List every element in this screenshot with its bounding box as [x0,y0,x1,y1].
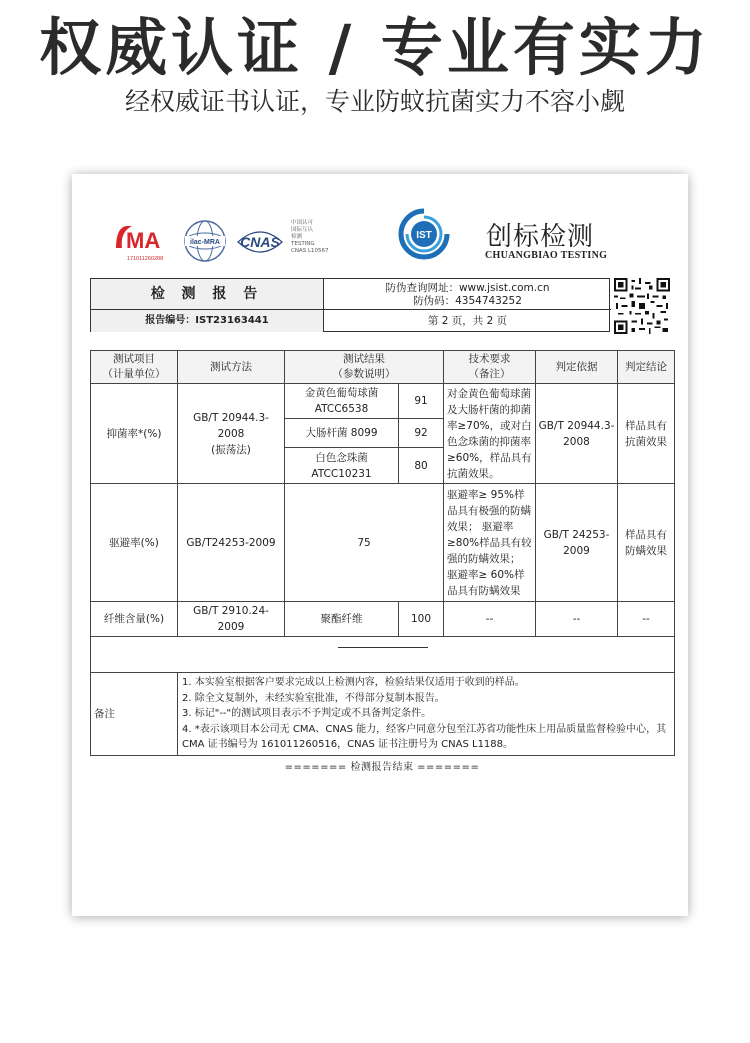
cell-bacteria-value: 91 [399,384,444,419]
cell-bacteria-name: 金黄色葡萄球菌 ATCC6538 [285,384,399,419]
table-header-row [91,351,675,384]
header-result: 测试结果 （参数说明） [285,351,444,384]
query-url: 防伪查询网址：www.jsist.com.cn [385,282,550,294]
note-item: 1. 本实验室根据客户要求完成以上检测内容，检验结果仅适用于收到的样品。 [182,677,525,688]
header-item: 测试项目 （计量单位） [91,351,178,384]
cell-fiber-value: 100 [399,602,444,637]
brand-name-en: CHUANGBIAO TESTING [485,250,608,261]
separator-line [338,647,428,648]
cell-conclusion-repellent: 样品具有防螨效果 [618,484,675,602]
cell-value-repellent: 75 [285,484,444,602]
qr-code-icon [614,278,670,334]
svg-text:171011260288: 171011260288 [126,256,164,262]
brand-name-cn: 创标检测 [486,222,595,252]
cell-bacteria-value: 80 [399,448,444,484]
svg-text:IST: IST [416,230,432,241]
cell-item-repellent: 驱避率(%) [91,484,178,602]
note-item: 2. 除全文复制外，未经实验室批准，不得部分复制本报告。 [182,692,445,704]
banner-title: 权威认证 / 专业有实力 [39,11,711,84]
report-header-box [90,278,610,332]
notes-label: 备注 [91,673,178,756]
report-end-marker: ======= 检测报告结束 ======= [284,762,480,773]
cell-conclusion-antibacterial: 样品具有抗菌效果 [618,384,675,484]
cell-method-repellent: GB/T24253-2009 [178,484,285,602]
banner-subtitle: 经权威证书认证，专业防蚊抗菌实力不容小觑 [124,87,625,116]
cell-basis-fiber: -- [536,602,618,637]
report-document [72,174,688,916]
note-item: 3. 标记"--"的测试项目表示不予判定或不具备判定条件。 [182,708,432,719]
note-item: 4. *表示该项目本公司无 CMA、CNAS 能力，经客户同意分包至江苏省功能性床上用品质量监督检验中心，其 CMA 证书编号为 161011260516，CNAS 证书注册号为 CNAS L1188。 [182,723,667,750]
cma-logo-icon [112,218,178,264]
test-results-table [90,350,675,756]
table-row [91,484,675,602]
logo-row [72,174,688,274]
cnas-caption: 中国认可 国际互认 检测 TESTING CNAS L10567 [291,220,329,254]
svg-text:MA: MA [126,228,161,253]
cell-conclusion-fiber: -- [618,602,675,637]
cell-method-antibacterial: GB/T 20944.3-2008 (振荡法) [178,384,285,484]
cell-item-fiber: 纤维含量(%) [91,602,178,637]
cell-method-fiber: GB/T 2910.24-2009 [178,602,285,637]
table-row [91,384,675,419]
cell-requirement-repellent: 驱避率≥ 95%样品具有极强的防螨效果； 驱避率≥80%样品具有较强的防螨效果； 驱避率≥ 60%样品具有防螨效果 [444,484,536,602]
separator-cell [91,637,675,673]
cell-basis-antibacterial: GB/T 20944.3-2008 [536,384,618,484]
table-row [91,602,675,637]
cell-bacteria-value: 92 [399,419,444,448]
header-method: 测试方法 [178,351,285,384]
header-basis: 判定依据 [536,351,618,384]
svg-text:ilac-MRA: ilac-MRA [190,239,220,246]
report-title: 检 测 报 告 [91,279,324,309]
header-requirement: 技术要求 （备注） [444,351,536,384]
notes-content [178,673,675,756]
page-info: 第 2 页，共 2 页 [324,309,611,332]
cell-requirement-fiber: -- [444,602,536,637]
cell-bacteria-name: 白色念珠菌 ATCC10231 [285,448,399,484]
svg-text:CNAS: CNAS [240,234,280,250]
ilac-mra-logo-icon [182,218,228,264]
cell-requirement-antibacterial: 对金黄色葡萄球菌及大肠杆菌的抑菌率≥70%，或对白色念珠菌的抑菌率≥60%，样品具有抗菌效果。 [444,384,536,484]
cell-fiber-name: 聚酯纤维 [285,602,399,637]
notes-row [91,673,675,756]
cnas-logo-icon [232,224,288,260]
ist-logo-icon [398,208,450,260]
cell-basis-repellent: GB/T 24253-2009 [536,484,618,602]
header-conclusion: 判定结论 [618,351,675,384]
report-number: 报告编号：IST23163441 [91,309,324,332]
anti-fake-code: 防伪码：4354743252 [413,295,522,307]
cell-item-antibacterial: 抑菌率*(%) [91,384,178,484]
table-row [91,637,675,673]
anti-fake-info [324,279,611,309]
cell-bacteria-name: 大肠杆菌 8099 [285,419,399,448]
